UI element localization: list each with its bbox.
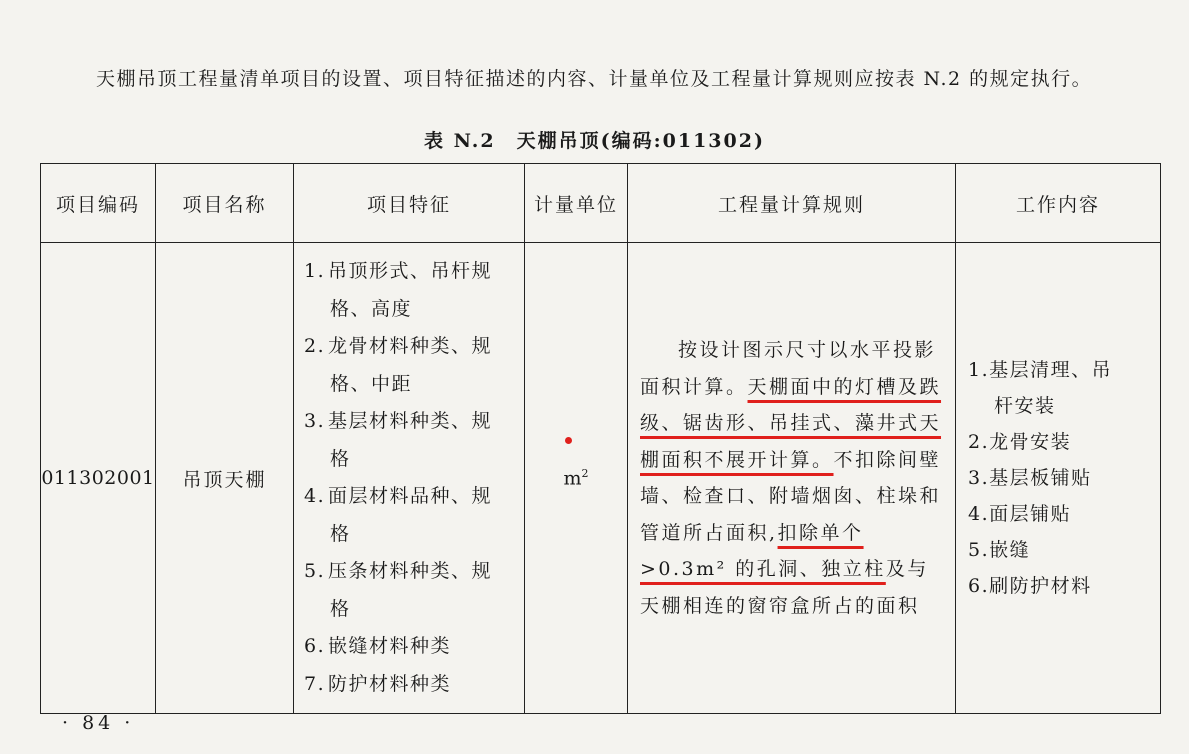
rule-underlined-2: 扣除单个>0.3m² 的孔洞、独立柱 [640,521,886,580]
list-item: 2. 龙骨材料种类、规 格、中距 [304,335,493,395]
spec-table [40,163,1161,714]
list-item: 5. 压条材料种类、规 格 [304,560,493,620]
table-caption: 表 N.2 天棚吊顶(编码:011302) [424,130,765,152]
list-item: 4. 面层材料品种、规 格 [304,485,493,545]
item-features [294,243,525,714]
item-work [956,243,1161,714]
feature-list [294,243,524,713]
list-item: 4.面层铺贴 [968,503,1072,525]
header-row [41,164,1161,243]
list-item: 6.刷防护材料 [968,575,1092,597]
list-item: 1.基层清理、吊 杆安装 [968,359,1113,417]
list-item: 7. 防护材料种类 [304,672,452,695]
list-item: 2.龙骨安装 [968,431,1072,453]
header-name: 项目名称 [156,164,294,243]
list-item: 5.嵌缝 [968,539,1031,561]
item-name: 吊顶天棚 [156,243,294,714]
table-row [41,243,1161,714]
work-list [956,352,1160,604]
list-item: 6. 嵌缝材料种类 [304,635,452,657]
rule-text: 按设计图示尺寸以水平投影面积计算。天棚面中的灯槽及跌级、锯齿形、吊挂式、藻井式天棚面积不展开计算。不扣除间壁墙、检查口、附墙烟囱、柱垛和管道所占面积,扣除单个>0.3m² 的孔洞、独立柱及与天棚相连的窗帘盒所占的面积 [640,339,942,617]
rule-underlined-1: 天棚面中的灯槽及跌级、锯齿形、吊挂式、藻井式天棚面积不展开计算。 [640,375,942,471]
item-code: 011302001 [41,243,156,714]
list-item: 3. 基层材料种类、规 格 [304,410,493,470]
list-item: 1. 吊顶形式、吊杆规 格、高度 [304,260,493,320]
header-code: 项目编码 [41,164,156,243]
header-work: 工作内容 [956,164,1161,243]
header-unit: 计量单位 [525,164,628,243]
annotation-dot [565,437,572,444]
page-number: · 84 · [62,712,135,734]
header-features: 项目特征 [294,164,525,243]
intro-paragraph: 天棚吊顶工程量清单项目的设置、项目特征描述的内容、计量单位及工程量计算规则应按表 N.2 的规定执行。 [96,68,1093,90]
list-item: 3.基层板铺贴 [968,467,1092,489]
header-rule: 工程量计算规则 [628,164,956,243]
item-rule [628,243,956,714]
item-unit: $m^2$ [525,243,628,714]
